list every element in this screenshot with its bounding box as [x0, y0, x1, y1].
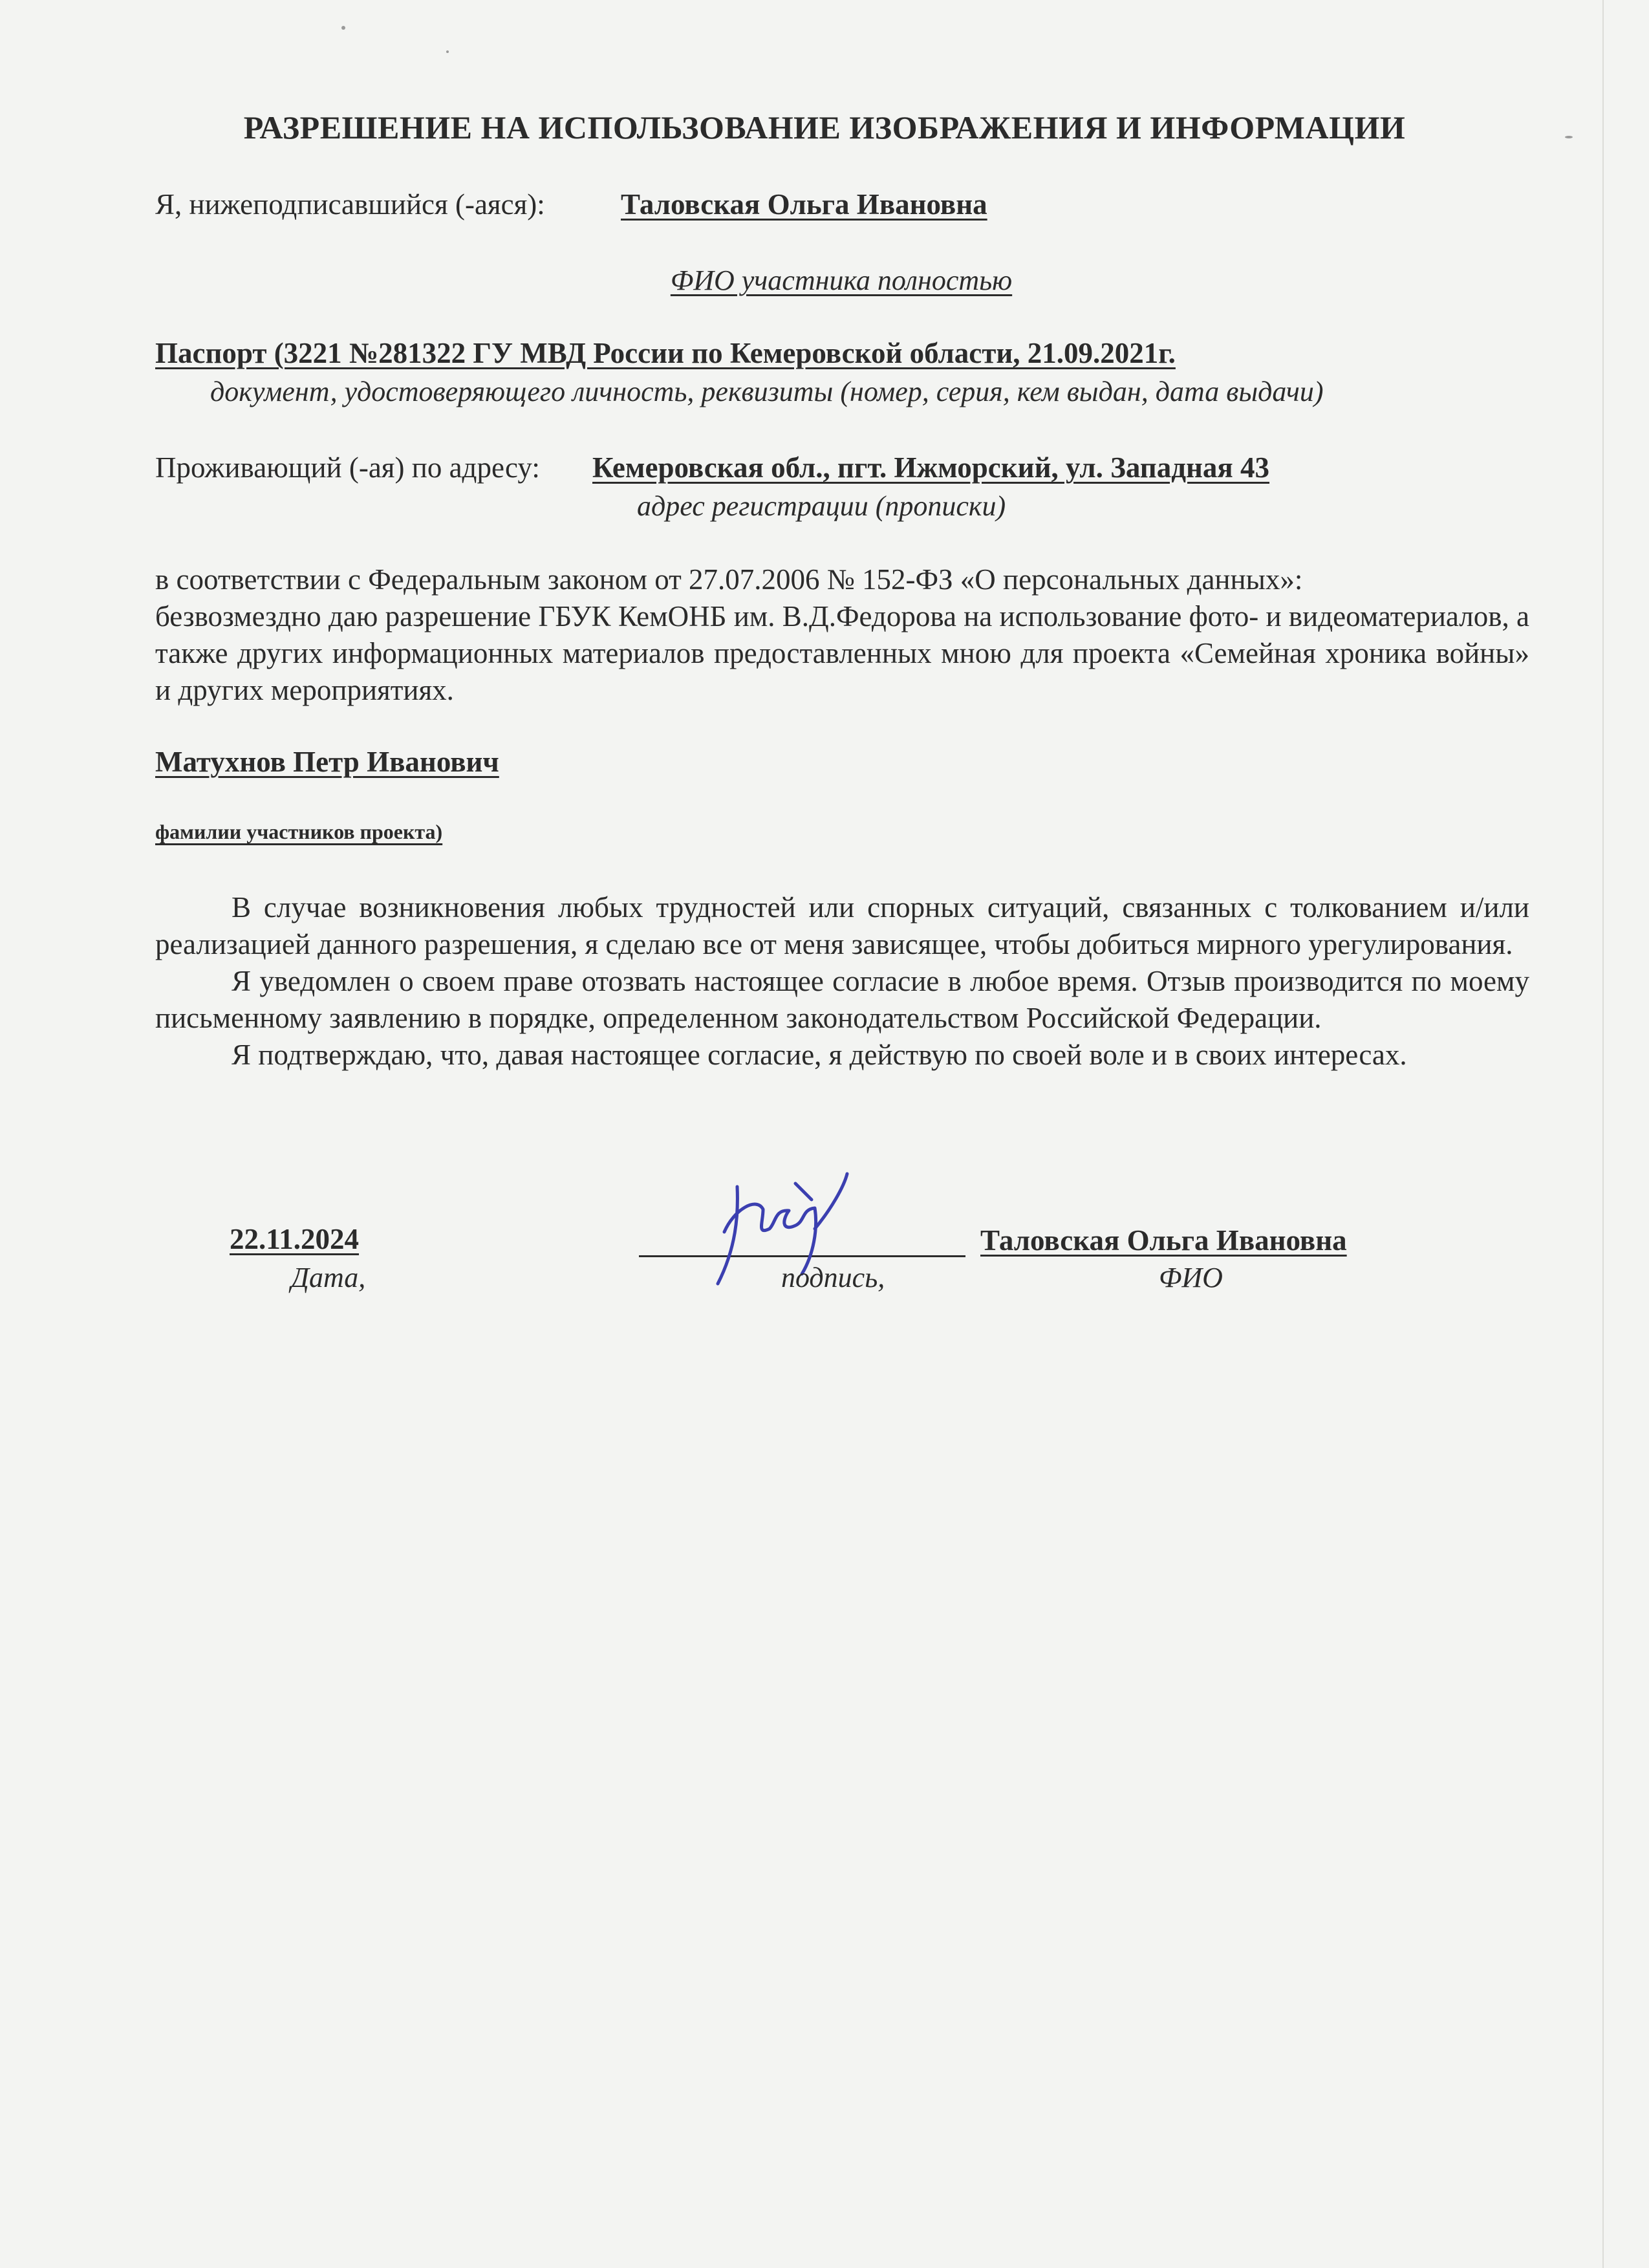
consent-law: в соответствии с Федеральным законом от 27.07.2006 № 152-ФЗ «О персональных данных»: [155, 563, 1303, 596]
scan-speck [341, 26, 345, 30]
passport-caption: документ, удостоверяющего личность, реквизиты (номер, серия, кем выдан, дата выдачи) [210, 376, 1324, 407]
signer-name-caption: ФИО участника полностью [670, 265, 1013, 296]
scan-speck [1565, 136, 1573, 138]
consent-block [155, 561, 1529, 709]
scan-speck [446, 50, 449, 53]
fio-value: Таловская Ольга Ивановна [980, 1224, 1347, 1257]
terms-paragraph-1: В случае возникновения любых трудностей или спорных ситуаций, связанных с толкованием и/или реализацией данного разрешения, я сделаю все от меня зависящее, чтобы добиться мирного урегулирования. [155, 891, 1529, 960]
terms-paragraph-2: Я уведомлен о своем праве отозвать настоящее согласие в любое время. Отзыв производится по моему письменному заявлению в порядке, определенном законодательством Российской Федерации. [155, 965, 1529, 1034]
passport-details: Паспорт (3221 №281322 ГУ МВД России по Кемеровской области, 21.09.2021г. [155, 337, 1176, 369]
page-edge [1602, 0, 1604, 2268]
document-title: РАЗРЕШЕНИЕ НА ИСПОЛЬЗОВАНИЕ ИЗОБРАЖЕНИЯ И ИНФОРМАЦИИ [243, 109, 1406, 146]
address-intro: Проживающий (-ая) по адресу: [155, 451, 540, 484]
signature-caption: подпись, [781, 1262, 885, 1293]
date-value: 22.11.2024 [230, 1223, 360, 1255]
address-caption: адрес регистрации (прописки) [637, 490, 1006, 522]
address-value: Кемеровская обл., пгт. Ижморский, ул. Западная 43 [592, 451, 1270, 484]
terms-paragraph-3: Я подтверждаю, что, давая настоящее согласие, я действую по своей воле и в своих интересах. [232, 1039, 1407, 1071]
signer-intro: Я, нижеподписавшийся (-аяся): [155, 188, 545, 221]
date-caption: Дата, [291, 1262, 366, 1293]
terms-block [155, 889, 1529, 1074]
consent-text: безвозмездно даю разрешение ГБУК КемОНБ им. В.Д.Федорова на использование фото- и видеоматериалов, а также других информационных материалов предоставленных мною для проекта «Семейная хроника войны» и других мероприятиях. [155, 600, 1529, 706]
participant-name: Матухнов Петр Иванович [155, 746, 499, 778]
fio-caption: ФИО [1159, 1262, 1223, 1293]
participant-caption: фамилии участников проекта) [155, 820, 443, 843]
signer-name: Таловская Ольга Ивановна [621, 188, 987, 221]
